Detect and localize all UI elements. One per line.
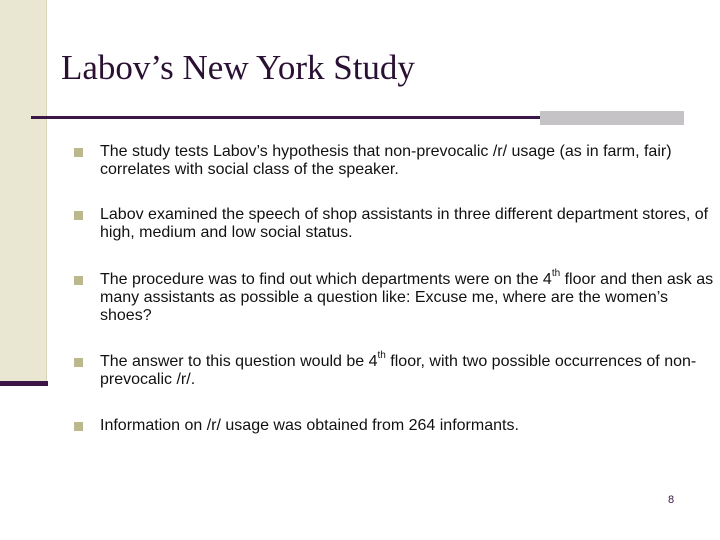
bullet-text-before: The procedure was to find out which departments were on the 4 <box>100 271 552 288</box>
bullet-text: Information on /r/ usage was obtained from 264 informants. <box>100 417 519 434</box>
page-number: 8 <box>668 494 675 506</box>
bullet-text-after: floor and then ask as many assistants as possible a question like: Excuse me, where are the women’s shoes? <box>100 271 714 324</box>
ordinal-suffix: th <box>551 267 561 279</box>
bullet-item-4 <box>74 349 714 389</box>
title-rule-accent <box>540 111 684 125</box>
side-band <box>0 0 47 384</box>
bullet-text-before: The answer to this question would be 4 <box>100 353 378 370</box>
square-bullet-icon <box>74 422 83 431</box>
slide-title: Labov’s New York Study <box>61 48 415 87</box>
bullet-text: The study tests Labov’s hypothesis that non-prevocalic /r/ usage (as in farm, fair) correlates with social class of the speaker. <box>100 143 672 178</box>
square-bullet-icon <box>74 276 83 285</box>
bullet-item-3 <box>74 267 714 325</box>
side-band-bottom-rule <box>0 381 48 386</box>
bullet-list <box>74 143 714 435</box>
bullet-text: Labov examined the speech of shop assistants in three different department stores, of high, medium and low social status. <box>100 206 709 241</box>
bullet-text-after: floor, with two possible occurrences of non-prevocalic /r/. <box>100 353 697 388</box>
ordinal-suffix: th <box>377 349 386 361</box>
title-rule <box>31 116 541 119</box>
square-bullet-icon <box>74 211 83 220</box>
bullet-item-1 <box>74 143 714 179</box>
square-bullet-icon <box>74 148 83 157</box>
square-bullet-icon <box>74 358 83 367</box>
bullet-item-5 <box>74 417 714 435</box>
bullet-item-2 <box>74 206 714 242</box>
